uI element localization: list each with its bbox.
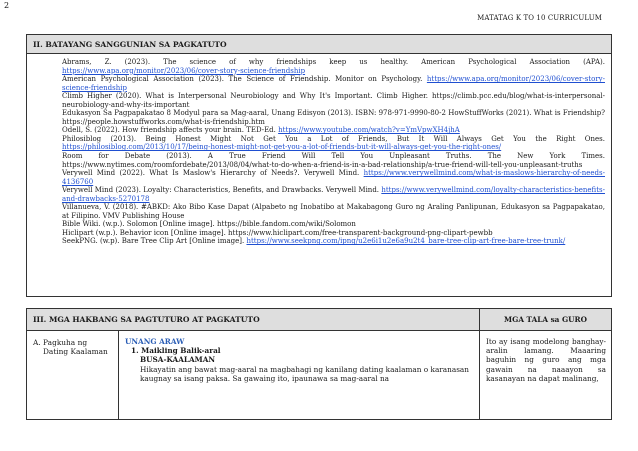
reference-entry (62, 109, 605, 126)
references-section (26, 34, 612, 297)
reference-entry (62, 229, 605, 238)
teaching-steps-section (26, 308, 612, 420)
reference-entry (62, 58, 605, 75)
page-number: 2 (4, 1, 10, 10)
step-content-cell (119, 331, 480, 419)
reference-entry (62, 220, 605, 229)
reference-text: Hiclipart (w.p.). Behavior icon [Online image]. https://www.hiclipart.com/free-transparent-background-png-clipart-pewbb (62, 228, 493, 237)
step-label-line2: Dating Kaalaman (43, 347, 108, 356)
reference-entry (62, 237, 605, 246)
reference-text: Climb Higher (2020). What is Interpersonal Neurobiology and Why It's Important. Climb Higher. https://climb.pcc.edu/blog/what-is-interpersonal-neurobiology-and-why-its-important (62, 92, 605, 109)
reference-text: Verywell Mind (2023). Loyalty: Characteristics, Benefits, and Drawbacks. Verywell Mind. (62, 186, 380, 195)
reference-link[interactable]: https://www.verywellmind.com/what-is-maslows-hierarchy-of-needs-4136760 (62, 169, 605, 186)
activity-part-heading: BUSA-KAALAMAN (140, 355, 216, 365)
reference-link[interactable]: https://www.seekpng.com/ipng/u2e6i1u2e6a9u2t4_bare-tree-clip-art-free-bare-tree-trunk/ (246, 237, 566, 246)
reference-entry (62, 152, 605, 169)
reference-link[interactable]: https://philosiblog.com/2013/10/17/being-honest-might-not-get-you-a-lot-of-friends-but-it-will-always-get-you-the-right-ones/ (62, 143, 502, 152)
reference-link[interactable]: https://www.verywellmind.com/loyalty-characteristics-benefits-and-drawbacks-5270178 (62, 186, 605, 203)
reference-link[interactable]: https://www.apa.org/monitor/2023/06/cover-story-science-friendship (62, 66, 306, 75)
reference-text: Philosiblog (2013). Being Honest Might Not Get You a Lot of Friends, But It Will Always Get You the Right Ones. (62, 134, 605, 143)
reference-text: Villanueva, V. (2018). #ABKD: Ako Bibo Kase Dapat (Alpabeto ng Inobatibo at Makabagong Guro ng Araling Panlipunan, Edukasyon sa Pagpapakatao, at Filipino. VMV Publishing House (62, 203, 605, 220)
teaching-steps-header-row (27, 309, 611, 331)
teaching-steps-row (27, 331, 611, 419)
step-label-cell (27, 331, 119, 419)
reference-text: American Psychological Association (2023). The Science of Friendship. Monitor on Psychology. (62, 75, 423, 84)
reference-text: Abrams, Z. (2023). The science of why friendships keep us healthy. American Psychological Association (APA). (62, 58, 605, 66)
step-label-line1: A. Pagkuha ng (33, 338, 88, 347)
reference-text: Odell, S. (2022). How friendship affects your brain. TED-Ed. (62, 126, 276, 135)
references-section-title: II. BATAYANG SANGGUNIAN SA PAGKATUTO (27, 35, 611, 54)
reference-entry (62, 126, 605, 135)
running-header: MATATAG K TO 10 CURRICULUM (477, 14, 602, 22)
reference-entry (62, 92, 605, 109)
teacher-notes-header: MGA TALA sa GURO (504, 315, 587, 324)
reference-list (27, 54, 611, 246)
reference-text: SeekPNG. (w.p). Bare Tree Clip Art [Online image]. (62, 237, 245, 246)
day-heading: UNANG ARAW (125, 337, 185, 346)
reference-text: Verywell Mind (2022). What Is Maslow's Hierarchy of Needs?. Verywell Mind. (62, 169, 360, 178)
reference-entry (62, 169, 605, 186)
reference-link[interactable]: https://www.apa.org/monitor/2023/06/cover-story-science-friendship (62, 75, 605, 92)
reference-link[interactable]: https://www.youtube.com/watch?v=YmVpwXH4jhA (278, 126, 460, 135)
reference-text: Bible Wiki. (w.p.). Solomon [Online image]. https://bible.fandom.com/wiki/Solomon (62, 220, 356, 229)
reference-entry (62, 186, 605, 203)
reference-entry (62, 135, 605, 152)
reference-text: Room for Debate (2013). A True Friend Will Tell You Unpleasant Truths. The New York Times. https://www.nytimes.com/roomfordebate/2013/08/04/what-to-do-when-a-friend-is-in-a-bad-relationship/a-true-friend-will-tell-you-unpleasant-truths (62, 152, 605, 169)
activity-instructions: Hikayatin ang bawat mag-aaral na magbahagi ng kanilang dating kaalaman o karanasan kaugnay sa isang paksa. Sa gawaing ito, ipaunawa sa mag-aaral na (140, 364, 469, 383)
reference-entry (62, 203, 605, 220)
reference-entry (62, 75, 605, 92)
reference-text: Edukasyon Sa Pagpapakatao 8 Modyul para sa Mag-aaral, Unang Edisyon (2013). ISBN: 978-971-9990-80-2 HowStuffWorks (2021). What is Friendship? https://people.howstuffworks.com/what-is-friendship.htm (62, 109, 605, 126)
teacher-note-cell: Ito ay isang modelong banghay-aralin lamang. Maaaring baguhin ng guro ang mga gawain na naaayon sa kasanayan na dapat malinang, (486, 337, 606, 383)
activity-heading: 1. Maikling Balik-aral (131, 346, 221, 356)
teaching-steps-title: III. MGA HAKBANG SA PAGTUTURO AT PAGKATUTO (27, 309, 480, 330)
